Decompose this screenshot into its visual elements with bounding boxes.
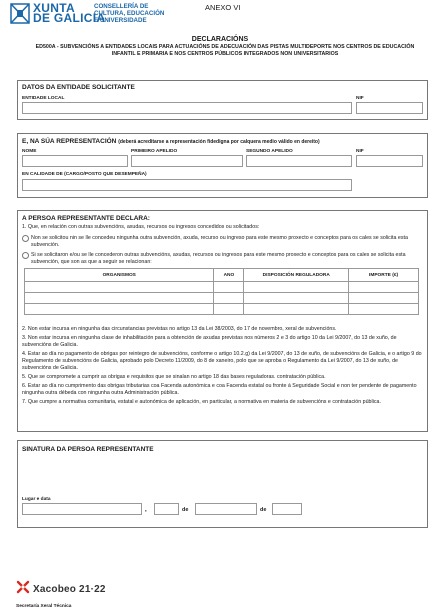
table-cell[interactable]	[214, 293, 244, 304]
entity-label: ENTIDADE LOCAL	[22, 96, 65, 101]
table-cell[interactable]	[25, 304, 214, 315]
logo-line-2: DE GALICIA	[33, 11, 106, 25]
place-date-label: Lugar e data	[22, 497, 51, 502]
applicant-section	[17, 80, 428, 120]
annex-label: ANEXO VI	[205, 3, 241, 12]
table-cell[interactable]	[214, 304, 244, 315]
de-separator-1: de	[182, 507, 189, 513]
xacobeo-logo	[16, 580, 106, 599]
representative-nif-field[interactable]	[356, 155, 423, 167]
page-title: DECLARACIÓNS	[191, 36, 249, 43]
role-label: EN CALIDADE DE (CARGO/POSTO QUE DESEMPEÑA)	[22, 172, 147, 177]
col-header-disposicion: DISPOSICIÓN REGULADORA	[244, 269, 349, 282]
xacobeo-brand: Xacobeo 21·22	[33, 584, 106, 595]
xunta-emblem-icon	[10, 3, 30, 24]
table-cell[interactable]	[244, 293, 349, 304]
option-yes-text: Si se solicitaron e/ou se lle concederon outras subvencións, axudas, recursos ou ingresos para este mesmo proxecto e conceptos para os cales se solicita esta subvención, que son as que a seguir se relacionan:	[31, 252, 406, 265]
representative-section-title	[22, 138, 320, 145]
col-header-organismos: ORGANISMOS	[25, 269, 214, 282]
declarations-section	[17, 210, 428, 432]
table-cell[interactable]	[244, 282, 349, 293]
table-row	[25, 282, 419, 293]
first-surname-field[interactable]	[131, 155, 243, 167]
xunta-logo	[10, 3, 105, 24]
comma-separator: ,	[145, 507, 147, 513]
dept-line-3: E UNIVERSIDADE	[94, 17, 147, 25]
second-surname-field[interactable]	[246, 155, 352, 167]
table-cell[interactable]	[25, 293, 214, 304]
department-name	[94, 3, 164, 25]
table-row	[25, 304, 419, 315]
declaration-item-1: 1. Que, en relación con outras subvencións, axudas, recursos ou ingresos concedidos ou solicitados:	[22, 224, 260, 230]
option-none-text: Non se solicitou nin se lle concedeu ningunha outra subvención, axuda, recurso ou ingreso para este mesmo proxecto e conceptos para os cales se solicita esta subvención.	[31, 235, 408, 248]
representative-nif-label: NIF	[356, 149, 364, 154]
table-cell[interactable]	[244, 304, 349, 315]
page-header	[10, 3, 430, 33]
option-none-radio[interactable]	[22, 235, 29, 242]
procedure-title: ED500A - SUBVENCIÓNS A ENTIDADES LOCAIS PARA ACTUACIÓNS DE ADECUACIÓN DAS PISTAS MULTIDEPORTE NOS CENTROS DE EDUCACIÓN INFANTIL E PRIMARIA E NOS CENTROS PÚBLICOS INTEGRADOS NON UNIVERSITARIOS	[35, 44, 415, 57]
first-surname-label: PRIMEIRO APELIDO	[131, 149, 178, 154]
declaration-item-5: 5. Que se compromete a cumprir as obrigas e requisitos que se sinalan no artigo 18 das bases reguladoras. contratación pública.	[22, 374, 326, 380]
dept-line-2: CULTURA, EDUCACIÓN	[94, 10, 165, 18]
name-field[interactable]	[22, 155, 128, 167]
signature-title: SINATURA DA PERSOA REPRESENTANTE	[22, 446, 154, 453]
other-aids-table	[24, 268, 419, 315]
role-field[interactable]	[22, 179, 352, 191]
applicant-nif-label: NIF	[356, 96, 364, 101]
table-row	[25, 293, 419, 304]
signature-section	[17, 440, 428, 528]
secretaria-label: Secretaría Xeral Técnica	[16, 604, 72, 609]
col-header-ano: ANO	[214, 269, 244, 282]
representative-title-note: (deberá acreditarse a representación fidedigna por calquera medio válido en dereito)	[118, 139, 320, 145]
logo-line-1: XUNTA	[33, 1, 75, 15]
place-field[interactable]	[22, 503, 142, 515]
table-cell[interactable]	[25, 282, 214, 293]
table-cell[interactable]	[214, 282, 244, 293]
declarations-title: A PERSOA REPRESENTANTE DECLARA:	[22, 215, 150, 222]
dept-line-1: CONSELLERÍA DE	[94, 3, 149, 10]
second-surname-label: SEGUNDO APELIDO	[246, 149, 293, 154]
representative-section	[17, 133, 428, 198]
name-label: NOME	[22, 149, 37, 154]
year-field[interactable]	[272, 503, 302, 515]
table-cell[interactable]	[349, 304, 419, 315]
entity-field[interactable]	[22, 102, 352, 114]
col-header-importe: IMPORTE (€)	[349, 269, 419, 282]
declaration-item-3: 3. Non estar incursa en ningunha clase de inhabilitación para a obtención de axudas previstas nos números 2 e 3 do artigo 10 da Lei 9/2007, do 13 de xuño, de subvencións de Galicia.	[22, 335, 397, 348]
declaration-item-7: 7. Que cumpre a normativa comunitaria, estatal e autonómica de aplicación, en particular, a normativa en materia de subvencións e contratación pública.	[22, 399, 381, 405]
xacobeo-emblem-icon	[16, 580, 30, 599]
applicant-section-title: DATOS DA ENTIDADE SOLICITANTE	[22, 84, 135, 91]
declaration-item-4: 4. Estar ao día no pagamento de obrigas por reintegro de subvencións, conforme o artigo 10.2.g) da Lei 9/2007, do 13 de xuño, de subvencións de Galicia, e o artigo 9 do Regulamento de subvencións de Galicia, aprobado polo Decreto 11/2009, do 8 de xaneiro, polo que se aproba o Regulamento da Lei 9/2007, do 13 de xuño, de subvencións de Galicia.	[22, 351, 422, 371]
applicant-nif-field[interactable]	[356, 102, 423, 114]
declaration-item-2: 2. Non estar incursa en ningunha das circunstancias previstas no artigo 13 da Lei 38/2003, do 17 de novembro, xeral de subvencións.	[22, 326, 337, 332]
option-yes-radio[interactable]	[22, 252, 29, 259]
day-field[interactable]	[154, 503, 179, 515]
table-cell[interactable]	[349, 293, 419, 304]
table-cell[interactable]	[349, 282, 419, 293]
de-separator-2: de	[260, 507, 267, 513]
representative-title-text: E, NA SÚA REPRESENTACIÓN	[22, 138, 117, 145]
month-field[interactable]	[195, 503, 257, 515]
declaration-item-6: 6. Estar ao día no cumprimento das obrigas tributarias coa Facenda autonómica e coa Facenda estatal ou fronte á Seguridade Social e non ter pendente de pagamento ningunha outra débeda con ningunha outra Administración pública.	[22, 383, 417, 396]
